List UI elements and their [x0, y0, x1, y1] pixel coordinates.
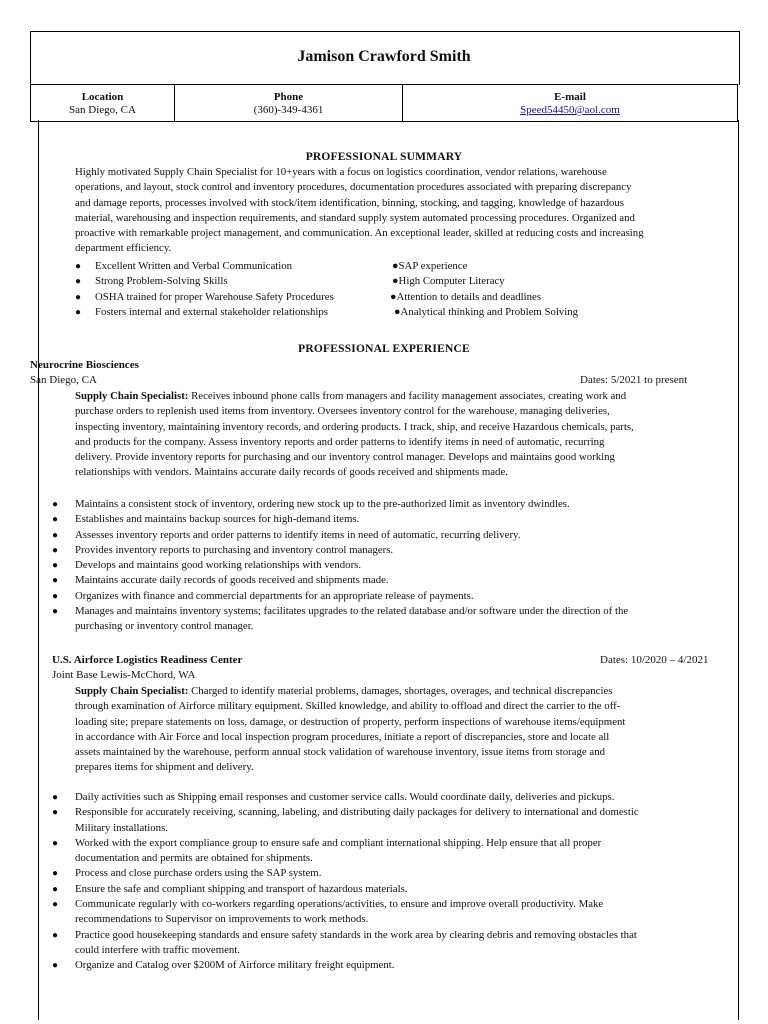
email-link[interactable]: Speed54450@aol.com	[520, 104, 620, 116]
job1-location: San Diego, CA	[30, 374, 97, 386]
experience-title: PROFESSIONAL EXPERIENCE	[298, 343, 470, 355]
job1-bullets	[52, 497, 738, 635]
skill-item: ● Excellent Written and Verbal Communication	[75, 259, 395, 274]
job2-desc-first: Charged to identify material problems, damages, shortages, overages, and technical discrepancies	[188, 685, 613, 697]
job2-desc-line: through examination of Airforce military equipment. Skilled knowledge, and ability to offload and direct the carrier to the off-	[75, 700, 621, 713]
bullet-icon: ●	[52, 514, 59, 526]
bullet-icon: ●	[52, 899, 59, 911]
bullet-icon: ●	[392, 260, 399, 272]
job1-desc-line: inspecting inventory, maintaining inventory records, and ordering products. I track, ship, and receive Hazardous chemicals, parts,	[75, 420, 634, 433]
summary-paragraph	[75, 165, 740, 257]
skill-item: ●SAP experience	[392, 260, 468, 272]
list-item: ● Daily activities such as Shipping email responses and customer service calls. Would coordinate daily, deliveries and pickups.	[52, 790, 738, 805]
bullet-icon: ●	[52, 499, 59, 510]
bullet-icon: ●	[52, 883, 59, 895]
bullet-icon: ●	[52, 560, 59, 572]
list-item: ● Ensure the safe and compliant shipping and transport of hazardous materials.	[52, 882, 738, 897]
bullet-icon: ●	[52, 575, 59, 587]
job2-desc-line: loading site; prepare statements on loss, damage, or destruction of property, perform inspections of warehouse items/equipment	[75, 715, 626, 728]
phone-value: (360)-349-4361	[253, 104, 324, 116]
bullet-icon: ●	[52, 590, 59, 602]
list-item: ● Process and close purchase orders using the SAP system.	[52, 866, 738, 881]
bullet-icon: ●	[52, 929, 59, 941]
job2-description	[75, 684, 735, 776]
skill-item: ●Analytical thinking and Problem Solving	[394, 305, 579, 318]
bullet-icon: ●	[52, 868, 59, 880]
list-item: ● Maintains accurate daily records of goods received and shipments made.	[52, 573, 738, 588]
bullet-icon: ●	[52, 606, 59, 618]
skill-item: ●Attention to details and deadlines	[390, 290, 542, 303]
bullet-icon: ●	[75, 276, 82, 288]
bullet-icon: ●	[392, 275, 399, 288]
list-item-continuation: purchasing or inventory control manager.	[75, 620, 254, 633]
candidate-name: Jamison Crawford Smith	[297, 48, 471, 65]
summary-line: material, warehousing and inspection requirements, and standard supply system automated processing procedures. Organized and	[75, 211, 635, 224]
job1-role: Supply Chain Specialist:	[75, 390, 189, 402]
bullet-icon: ●	[394, 305, 401, 318]
location-value: San Diego, CA	[69, 104, 136, 116]
bullet-icon: ●	[75, 261, 82, 272]
summary-line: department efficiency.	[75, 242, 172, 255]
job2-bullets	[52, 790, 738, 974]
phone-label: Phone	[273, 91, 304, 103]
job1-desc-line: and products for the company. Assess inventory reports and order patterns to identify items in need of automatic, recurring	[75, 435, 605, 448]
list-item-continuation: could interfere with traffic movement.	[75, 943, 240, 956]
skills-right-list	[390, 259, 690, 320]
job2-role: Supply Chain Specialist:	[75, 685, 189, 697]
list-item: ● Provides inventory reports to purchasing and inventory control managers.	[52, 543, 738, 558]
list-item: ● Manages and maintains inventory systems; facilitates upgrades to the related database and/or software under the direction of the	[52, 604, 738, 619]
job1-company: Neurocrine Biosciences	[30, 359, 139, 371]
list-item: ● Maintains a consistent stock of inventory, ordering new stock up to the pre-authorized limit as inventory dwindles.	[52, 497, 738, 512]
bullet-icon: ●	[52, 807, 59, 819]
list-item: ● Organize and Catalog over $200M of Airforce military freight equipment.	[52, 958, 738, 973]
list-item: ● Develops and maintains good working relationships with vendors.	[52, 558, 738, 573]
summary-line: Highly motivated Supply Chain Specialist for 10+years with a focus on logistics coordination, vendor relations, warehouse	[75, 166, 607, 178]
list-item-continuation: documentation and permits are obtained for shipments.	[75, 852, 313, 865]
job1-desc-first: Receives inbound phone calls from managers and facility management associates, creating work and	[188, 390, 627, 402]
job2-dates: Dates: 10/2020 – 4/2021	[600, 654, 709, 666]
skill-item: ● Fosters internal and external stakeholder relationships	[75, 305, 395, 320]
list-item: ● Organizes with finance and commercial departments for an appropriate release of payments.	[52, 589, 738, 604]
summary-title: PROFESSIONAL SUMMARY	[305, 151, 463, 163]
bullet-icon: ●	[52, 792, 59, 803]
bullet-icon: ●	[52, 960, 59, 972]
job2-desc-line: prepares items for shipment and delivery.	[75, 761, 254, 774]
skill-item: ● OSHA trained for proper Warehouse Safety Procedures	[75, 290, 395, 305]
phone-cell	[175, 85, 403, 121]
skill-item: ● Strong Problem-Solving Skills	[75, 274, 395, 289]
email-cell	[403, 85, 737, 121]
list-item: ● Communicate regularly with co-workers regarding operations/activities, to ensure and improve overall productivity. Make	[52, 897, 738, 912]
bullet-icon: ●	[75, 291, 82, 303]
list-item: ● Worked with the export compliance group to ensure safe and compliant international shipping. Help ensure that all proper	[52, 836, 738, 851]
summary-line: and damage reports, processes involved with stock/item identification, binning, stocking, and tagging, knowledge of hazardous	[75, 196, 625, 209]
summary-line: operations, and layout, stock control and inventory procedures, documentation procedures associated with preparing discrepancy	[75, 181, 632, 194]
bullet-icon: ●	[390, 290, 397, 303]
job2-location: Joint Base Lewis-McChord, WA	[52, 669, 196, 681]
job1-desc-line: relationships with vendors. Maintains accurate daily records of goods received and shipments made.	[75, 466, 508, 479]
list-item: ● Practice good housekeeping standards and ensure safety standards in the work area by clearing debris and removing obstacles that	[52, 928, 738, 943]
summary-line: proactive with remarkable project management, and communication. An exceptional leader, skilled at reducing costs and increasing	[75, 227, 644, 240]
job2-company: U.S. Airforce Logistics Readiness Center	[52, 654, 243, 666]
skill-item: ●High Computer Literacy	[392, 275, 505, 288]
list-item: ● Assesses inventory reports and order patterns to identify items in need of automatic, recurring delivery.	[52, 528, 738, 543]
list-item-continuation: recommendations to Supervisor on improvements to work methods.	[75, 913, 369, 926]
bullet-icon: ●	[52, 544, 59, 556]
bullet-icon: ●	[52, 529, 59, 541]
job1-description	[75, 389, 735, 481]
skills-left-list	[75, 259, 395, 320]
job2-desc-line: in accordance with Air Force and local inspection program procedures, initiate a report of discrepancies, store and locate all	[75, 730, 610, 743]
left-border	[38, 120, 39, 1020]
list-item: ● Responsible for accurately receiving, scanning, labeling, and distributing daily packages for delivery to international and domestic	[52, 805, 738, 820]
email-label: E-mail	[554, 91, 586, 103]
list-item: ● Establishes and maintains backup sources for high-demand items.	[52, 512, 738, 527]
contact-table	[30, 84, 738, 122]
location-cell	[31, 85, 175, 121]
bullet-icon: ●	[75, 306, 82, 318]
bullet-icon: ●	[52, 837, 59, 849]
job1-desc-line: delivery. Provide inventory reports for purchasing and our inventory control manager. Develops and maintains good working	[75, 451, 615, 464]
list-item-continuation: Military installations.	[75, 821, 168, 834]
job1-desc-line: purchase orders to replenish used items from inventory. Oversees inventory control for the warehouse, managing deliveries,	[75, 405, 610, 418]
job2-desc-line: assets maintained by the warehouse, perform annual stock validation of warehouse inventory, issue items from storage and	[75, 746, 605, 759]
location-label: Location	[81, 91, 124, 103]
job1-dates: Dates: 5/2021 to present	[580, 374, 688, 386]
